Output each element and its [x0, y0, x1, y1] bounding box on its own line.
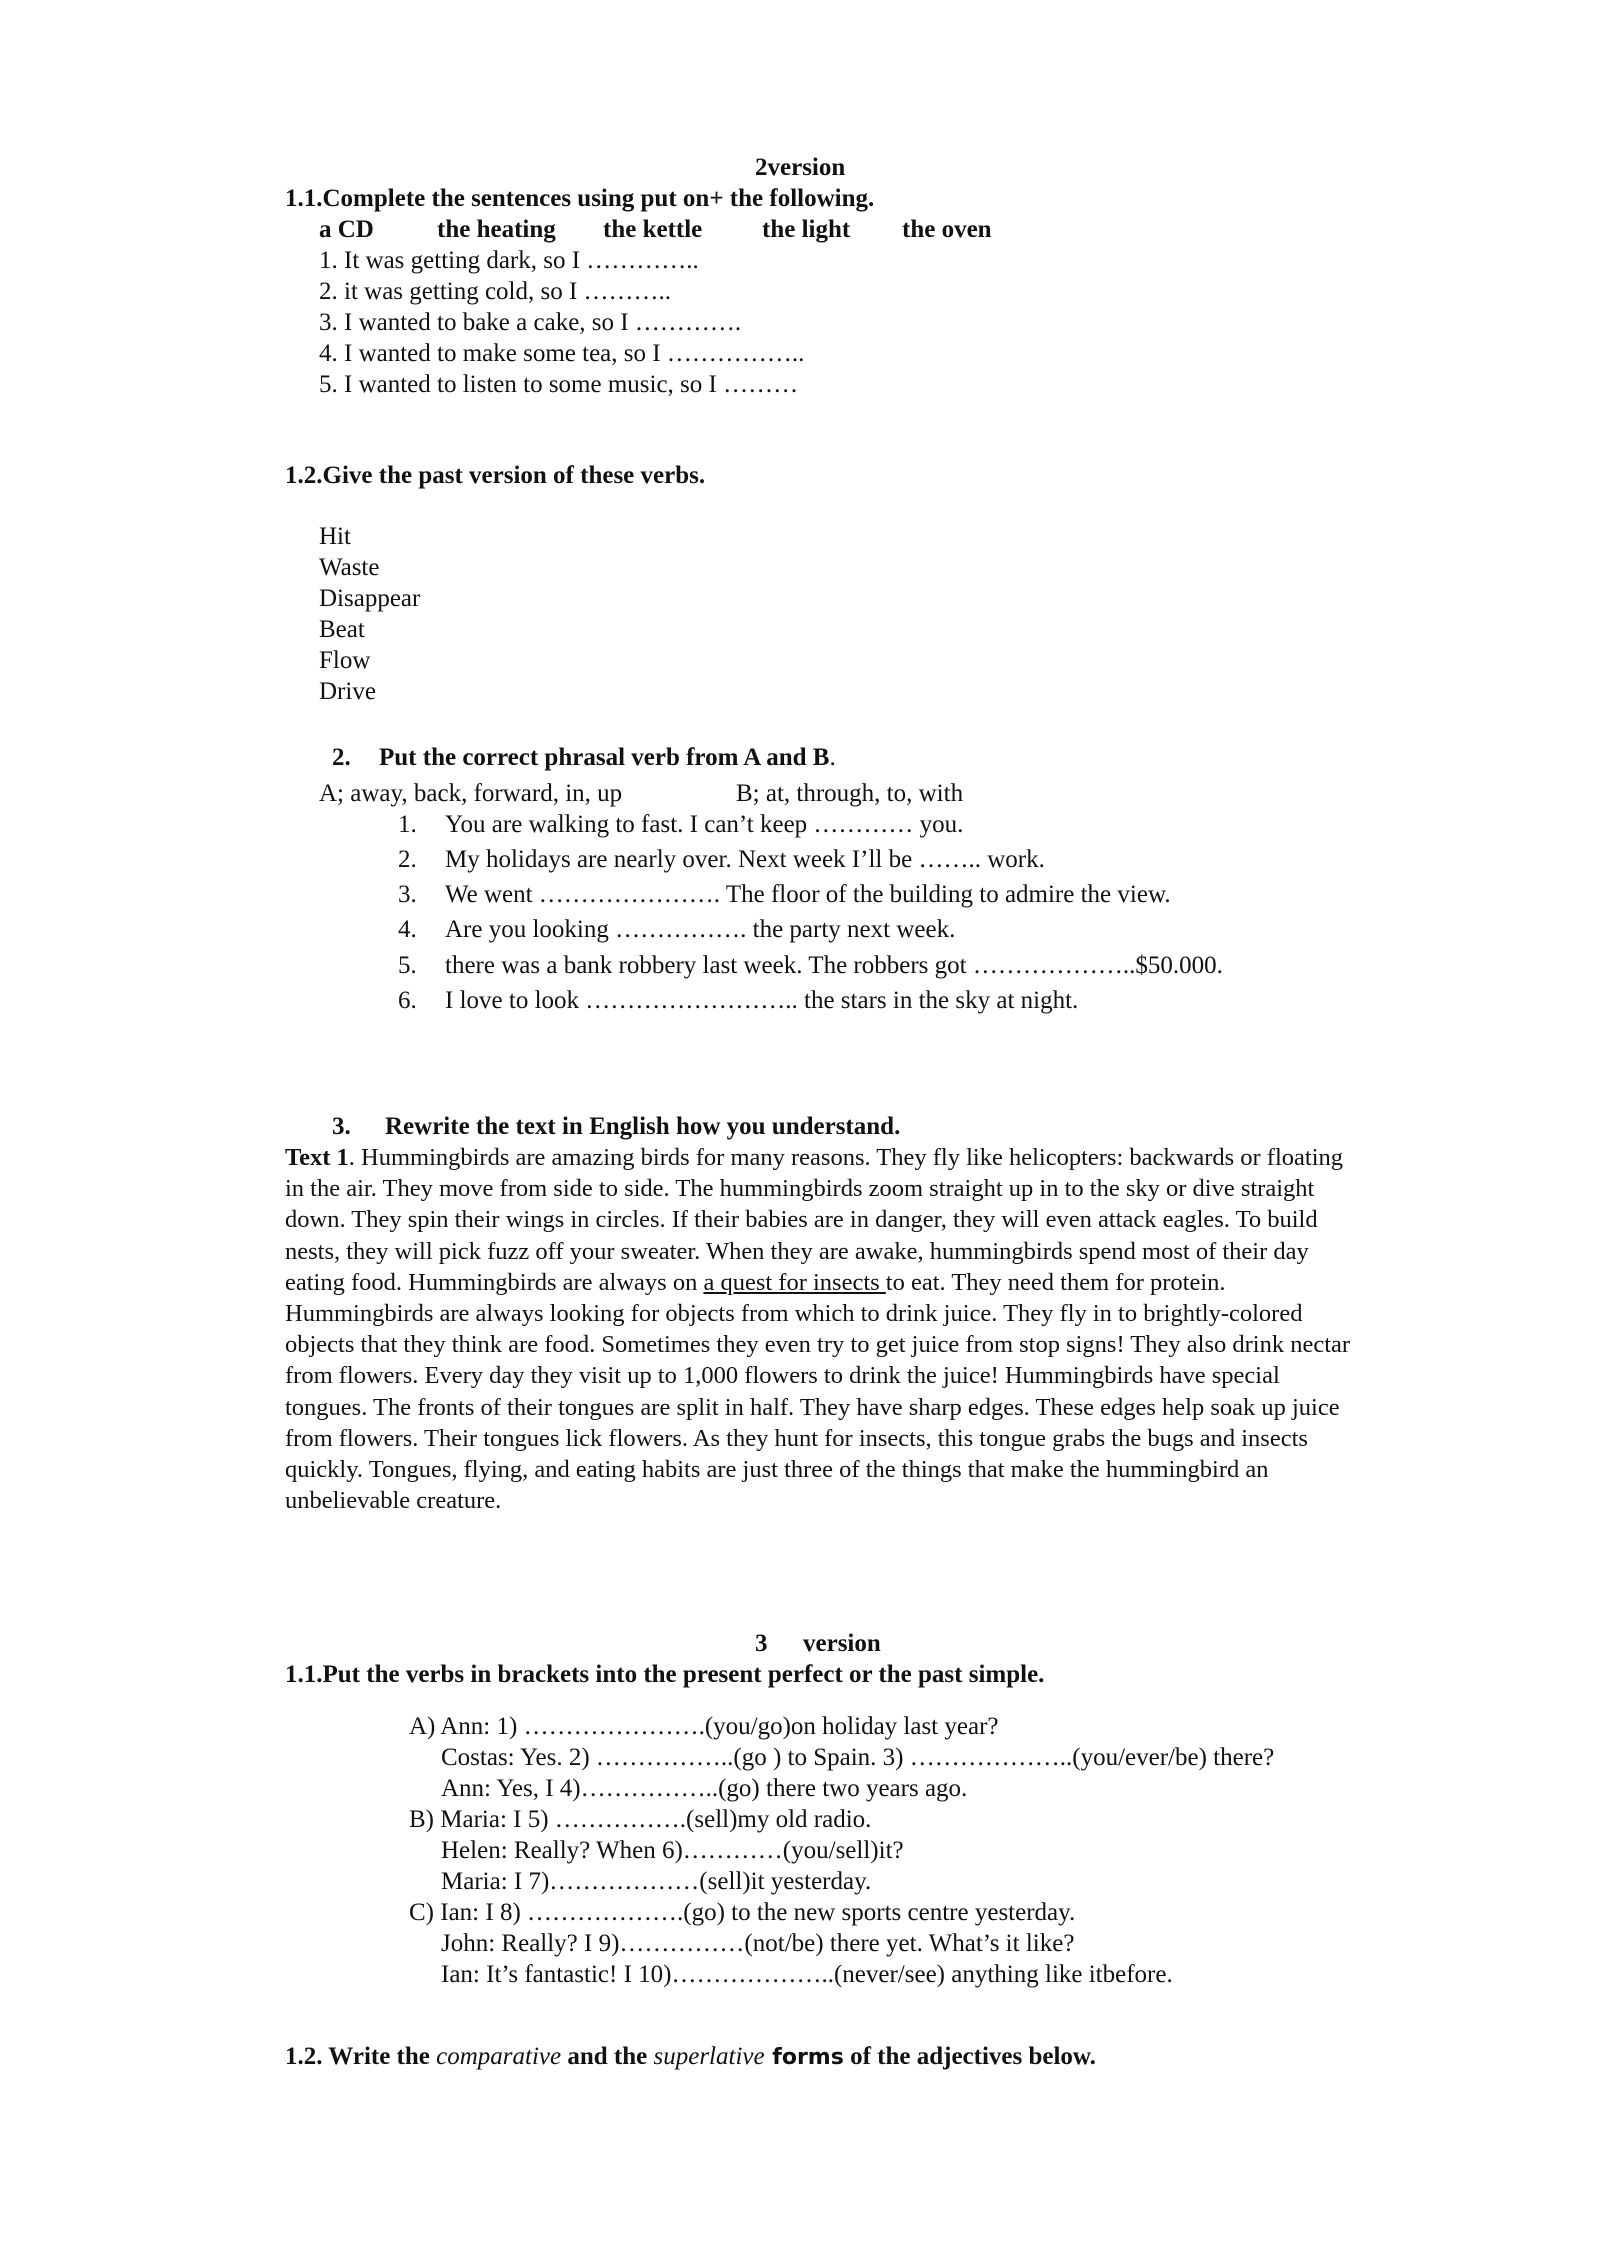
dialogue-line: C) Ian: I 8) ……………….(go) to the new sports centre yesterday. — [409, 1899, 1076, 1926]
list-item-number: 2. — [398, 846, 417, 873]
paragraph-line: in the air. They move from side to side. The hummingbirds zoom straight up in to the sky or dive straight — [285, 1175, 1315, 1203]
list-item-number: 3. — [398, 881, 417, 908]
dialogue-line: Maria: I 7)………………(sell)it yesterday. — [441, 1868, 872, 1895]
text-1-paragraph — [285, 1142, 1455, 1516]
section-3-number: 3. — [332, 1113, 351, 1140]
word-item: the kettle — [603, 216, 703, 243]
dialogue-line: B) Maria: I 5) …………….(sell)my old radio. — [409, 1806, 872, 1833]
dialogue-line: A) Ann: 1) ………………….(you/go)on holiday last year? — [409, 1713, 999, 1740]
list-item: Are you looking ……………. the party next week. — [445, 916, 956, 943]
version-2-title: 2version — [755, 154, 846, 181]
version-3-title: version — [803, 1630, 881, 1657]
word-item: a CD — [319, 216, 374, 243]
v3-section-1-2-heading: 1.2. Write the comparative and the superlative forms of the adjectives below. — [285, 2043, 1096, 2070]
dialogue-line: Helen: Really? When 6)…………(you/sell)it? — [441, 1837, 904, 1864]
list-item: We went …………………. The floor of the building to admire the view. — [445, 881, 1171, 908]
word-item: the oven — [902, 216, 992, 243]
list-item: I love to look …………………….. the stars in the sky at night. — [445, 987, 1079, 1014]
text-1-label: Text 1 — [285, 1144, 349, 1171]
paragraph-line: Text 1. Hummingbirds are amazing birds for many reasons. They fly like helicopters: backwards or floating — [285, 1144, 1344, 1171]
paragraph-line: down. They spin their wings in circles. If their babies are in danger, they will even attack eagles. To build — [285, 1206, 1318, 1234]
version-3-title-number: 3 — [755, 1630, 768, 1657]
section-2-heading: Put the correct phrasal verb from A and B. — [379, 744, 836, 771]
section-3-heading: Rewrite the text in English how you understand. — [385, 1113, 901, 1140]
list-item: 3. I wanted to bake a cake, so I …………. — [319, 309, 742, 336]
dialogue-line: Costas: Yes. 2) ……………..(go ) to Spain. 3) ………………..(you/ever/be) there? — [441, 1744, 1275, 1771]
list-item-number: 4. — [398, 916, 417, 943]
paragraph-line: from flowers. Their tongues lick flowers. As they hunt for insects, this tongue grabs the bugs and insects — [285, 1424, 1308, 1452]
list-item: Waste — [319, 554, 380, 581]
dialogue-line: Ann: Yes, I 4)……………..(go) there two years ago. — [441, 1775, 968, 1802]
word-item: the heating — [437, 216, 556, 243]
paragraph-line: unbelievable creature. — [285, 1487, 502, 1515]
list-item: Flow — [319, 647, 371, 674]
dialogue-line: Ian: It’s fantastic! I 10)………………..(never/see) anything like itbefore. — [441, 1961, 1173, 1988]
list-item: 2. it was getting cold, so I ……….. — [319, 278, 672, 305]
list-item-number: 1. — [398, 811, 417, 838]
section-1-2-heading: 1.2.Give the past version of these verbs. — [285, 462, 706, 489]
paragraph-line: objects that they think are food. Sometimes they even try to get juice from stop signs! They also drink nectar — [285, 1331, 1351, 1359]
list-item: 4. I wanted to make some tea, so I …………….. — [319, 340, 805, 367]
underlined-phrase: a quest for insects — [703, 1268, 886, 1296]
paragraph-line: eating food. Hummingbirds are always on a quest for insects to eat. They need them for protein. — [285, 1268, 1226, 1296]
paragraph-line: from flowers. Every day they visit up to 1,000 flowers to drink the juice! Hummingbirds have special — [285, 1362, 1280, 1390]
list-item: Disappear — [319, 585, 421, 612]
list-item: My holidays are nearly over. Next week I’ll be …….. work. — [445, 846, 1045, 873]
paragraph-line: quickly. Tongues, flying, and eating habits are just three of the things that make the hummingbird an — [285, 1456, 1269, 1484]
list-item: Drive — [319, 678, 376, 705]
list-item-number: 6. — [398, 987, 417, 1014]
section-1-1-heading: 1.1.Complete the sentences using put on+ the following. — [285, 185, 875, 212]
phrasal-list-a: A; away, back, forward, in, up — [319, 780, 623, 807]
list-item: You are walking to fast. I can’t keep ………… you. — [445, 811, 964, 838]
section-2-number: 2. — [332, 744, 351, 771]
list-item: there was a bank robbery last week. The robbers got ………………..$50.000. — [445, 952, 1223, 979]
paragraph-line: tongues. The fronts of their tongues are split in half. They have sharp edges. These edges help soak up juice — [285, 1393, 1340, 1421]
list-item: 1. It was getting dark, so I ………….. — [319, 247, 699, 274]
word-item: the light — [762, 216, 851, 243]
list-item-number: 5. — [398, 952, 417, 979]
paragraph-line: Hummingbirds are always looking for objects from which to drink juice. They fly in to brightly-colored — [285, 1300, 1303, 1328]
list-item: Hit — [319, 523, 351, 550]
list-item: 5. I wanted to listen to some music, so I ……… — [319, 371, 799, 398]
list-item: Beat — [319, 616, 365, 643]
dialogue-line: John: Really? I 9)……………(not/be) there yet. What’s it like? — [441, 1930, 1075, 1957]
paragraph-line: nests, they will pick fuzz off your sweater. When they are awake, hummingbirds spend most of their day — [285, 1237, 1309, 1265]
phrasal-list-b: B; at, through, to, with — [736, 780, 964, 807]
v3-section-1-1-heading: 1.1.Put the verbs in brackets into the present perfect or the past simple. — [285, 1661, 1045, 1688]
